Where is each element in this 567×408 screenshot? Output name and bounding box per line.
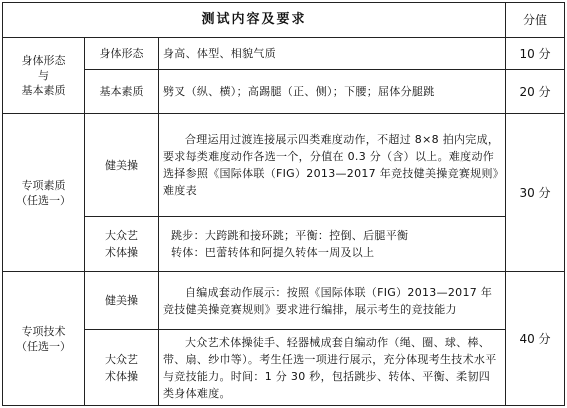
table-row <box>3 114 565 217</box>
item-content: 自编成套动作展示：按照《国际体联（FIG）2013—2017 年竞技健美操竞赛规则》要求进行编排，展示考生的竞技能力 <box>159 272 506 330</box>
header-score-label: 分值 <box>506 3 565 38</box>
item-score: 40 分 <box>506 272 565 406</box>
item-content: 合理运用过渡连接展示四类难度动作，不超过 8×8 拍内完成，要求每类难度动作各选一个，分值在 0.3 分（含）以上。难度动作选择参照《国际体联（FIG）2013—2017 年竞技健美操竞赛规则》难度表 <box>159 114 506 217</box>
item-content: 大众艺术体操徒手、轻器械成套自编动作（绳、圈、球、棒、带、扇、纱巾等）。考生任选一项进行展示，充分体现考生技术水平与竞技能力。时间：1 分 30 秒，包括跳步、转体、平衡、柔韧四类身体难度。 <box>159 330 506 406</box>
item-name: 身体形态 <box>85 38 159 70</box>
item-content: 劈叉（纵、横）；高踢腿（正、侧）；下腰；屈体分腿跳 <box>159 70 506 114</box>
item-score: 30 分 <box>506 114 565 272</box>
table-row <box>3 217 565 272</box>
item-score: 20 分 <box>506 70 565 114</box>
item-content <box>159 217 506 272</box>
category-physical: 身体形态 与 基本素质 <box>3 38 85 114</box>
item-name: 大众艺 术体操 <box>85 217 159 272</box>
category-special-technique: 专项技术 （任选一） <box>3 272 85 406</box>
item-name: 健美操 <box>85 114 159 217</box>
item-name: 大众艺 术体操 <box>85 330 159 406</box>
header-title: 测试内容及要求 <box>3 3 506 38</box>
requirements-table <box>2 2 565 406</box>
item-score: 10 分 <box>506 38 565 70</box>
table-row <box>3 70 565 114</box>
content-line: 跳步：大跨跳和接环跳；平衡：控倒、后腿平衡 <box>171 229 409 242</box>
table-row <box>3 272 565 330</box>
item-content: 身高、体型、相貌气质 <box>159 38 506 70</box>
table-row <box>3 38 565 70</box>
item-name: 健美操 <box>85 272 159 330</box>
content-line: 转体：巴蕾转体和阿提久转体一周及以上 <box>171 246 375 259</box>
table-row <box>3 330 565 406</box>
table-header-row <box>3 3 565 38</box>
category-special-quality: 专项素质 （任选一） <box>3 114 85 272</box>
item-name: 基本素质 <box>85 70 159 114</box>
